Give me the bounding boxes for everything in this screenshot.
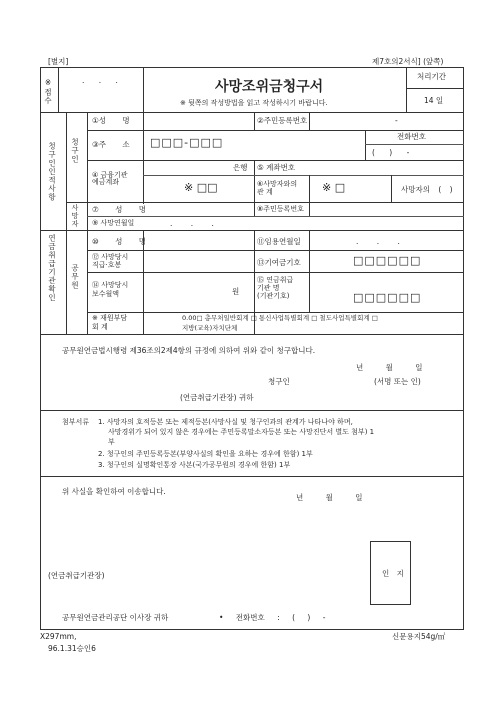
deceased-side-label: 사망자 [71,204,79,228]
claimant-phone-label: 전화번호 [397,132,426,141]
claimant-phone-value[interactable]: ( ) - [372,148,410,157]
bank-code-boxes[interactable]: ※ □□ [184,181,218,194]
appointment-date-dots[interactable]: . . . [356,237,408,246]
claimant-rrn-label: ②주민등록번호 [257,116,308,125]
official-side-label: 공무원 [70,264,80,290]
paper-size: X297mm, [40,632,77,641]
agency-label: ⑮ 연금취급 기관 명 (기관기호) [257,276,294,301]
claim-date[interactable]: 년 월 일 [356,363,423,372]
bank-label: ④ 금융기관 예금계좌 [92,171,128,187]
fund-burden-options[interactable]: 0.00□ 총무처일반회계 □ 통신사업특별회계 □ 철도사업특별회계 □ 지방(교육)자치단체 [182,314,378,332]
agency-code-boxes[interactable]: □□□□□□ [353,291,422,304]
form-reference: 제7호의2서식] (앞쪽) [372,57,444,66]
official-outer-label: 연금취급기관확인 [47,234,57,302]
signature-note: (서명 또는 인) [374,377,421,386]
confirm-date[interactable]: 년 월 일 [296,493,363,502]
attachment-item-2: 2. 청구인의 주민등록등본(부양사실의 확인을 요하는 경우에 한함) 1부 [98,450,313,458]
fund-burden-label: ※ 재원부담 회 계 [92,314,128,331]
official-name-label: ⑩ 성 명 [92,237,146,246]
death-date-dots[interactable]: . . . [170,219,222,228]
addressee-agency: (연금취급기관장) 귀하 [180,393,254,402]
attachment-item-1b: 사망경위가 되어 있지 않은 경우에는 주민등록말소자등본 또는 사망진단서 별도 첨부) 1 [108,428,375,436]
appointment-date-label: ⑪임용연월일 [257,237,301,246]
claimant-address-label: ③주 소 [92,140,130,149]
bank-unit: 은행 [233,163,248,172]
claimant-rrn-dash: - [395,116,398,125]
receipt-label: ※접수 [43,78,53,105]
receipt-dots: . . . [82,76,124,85]
attachment-item-3: 3. 청구인의 실명확인통장 사본(국가공무원의 경우에 한함) 1부 [98,461,291,469]
processing-period-value: 14 일 [424,96,444,105]
claimant-outer-label: 청구인인적사항 [47,142,57,202]
position-label: ⑫ 사망당시 직급·호봉 [92,253,129,270]
relation-code-box[interactable]: ※ □ [322,181,346,194]
contribution-code-boxes[interactable]: □□□□□□ [353,254,422,267]
contribution-code-label: ⑬기여금기호 [257,258,301,267]
form-title: 사망조위금청구서 [215,79,324,95]
deceased-name-label: ⑦ 성 명 [92,205,146,214]
seal-label: 인 지 [382,569,404,578]
relation-label: ⑥사망자와의 관 계 [257,180,298,197]
confirm-agency: (연금취급기관장) [48,571,105,580]
recipient-line: 공무원연금관리공단 이사장 귀하 [62,613,169,622]
account-number-label: ⑤ 계좌번호 [257,163,296,172]
death-date-label: ⑨ 사망연월일 [92,219,135,227]
paper-spec: 신문용지54g/㎡ [392,632,446,641]
claimant-sign-label: 청구인 [268,377,290,386]
postal-code-boxes[interactable]: □□□-□□□ [150,136,224,149]
relation-text[interactable]: 사망자의 ( ) [401,185,453,194]
attachments-lead: 첨부서류 [62,418,90,426]
claimant-side-label: 청구인 [70,138,80,164]
instruction-note: ※ 뒷쪽의 작성방법을 읽고 작성하시기 바랍니다. [180,99,328,107]
salary-unit: 원 [232,287,240,296]
attachment-item-1: 1. 사망자의 호적등본 또는 제적등본(사망사실 및 청구인과의 관계가 나타나야 하며, [98,418,353,426]
claim-statement: 공무원연금법시행령 제36조의2제4항의 규정에 의하여 위와 같이 청구합니다. [62,346,316,355]
confirm-statement: 위 사실을 확인하여 이송합니다. [62,487,166,496]
approval-date: 96.1.31승인6 [48,644,96,653]
claimant-name-label: ①성 명 [92,116,130,125]
processing-period-label: 처리기간 [417,72,446,81]
form-number: [별지] [48,57,69,66]
deceased-rrn-label: ⑧주민등록번호 [257,205,304,213]
recipient-phone[interactable]: • 전화번호 : ( ) - [219,613,326,622]
attachment-item-1c: 부 [108,438,115,446]
salary-label: ⑭ 사망당시 보수월액 [92,281,129,299]
